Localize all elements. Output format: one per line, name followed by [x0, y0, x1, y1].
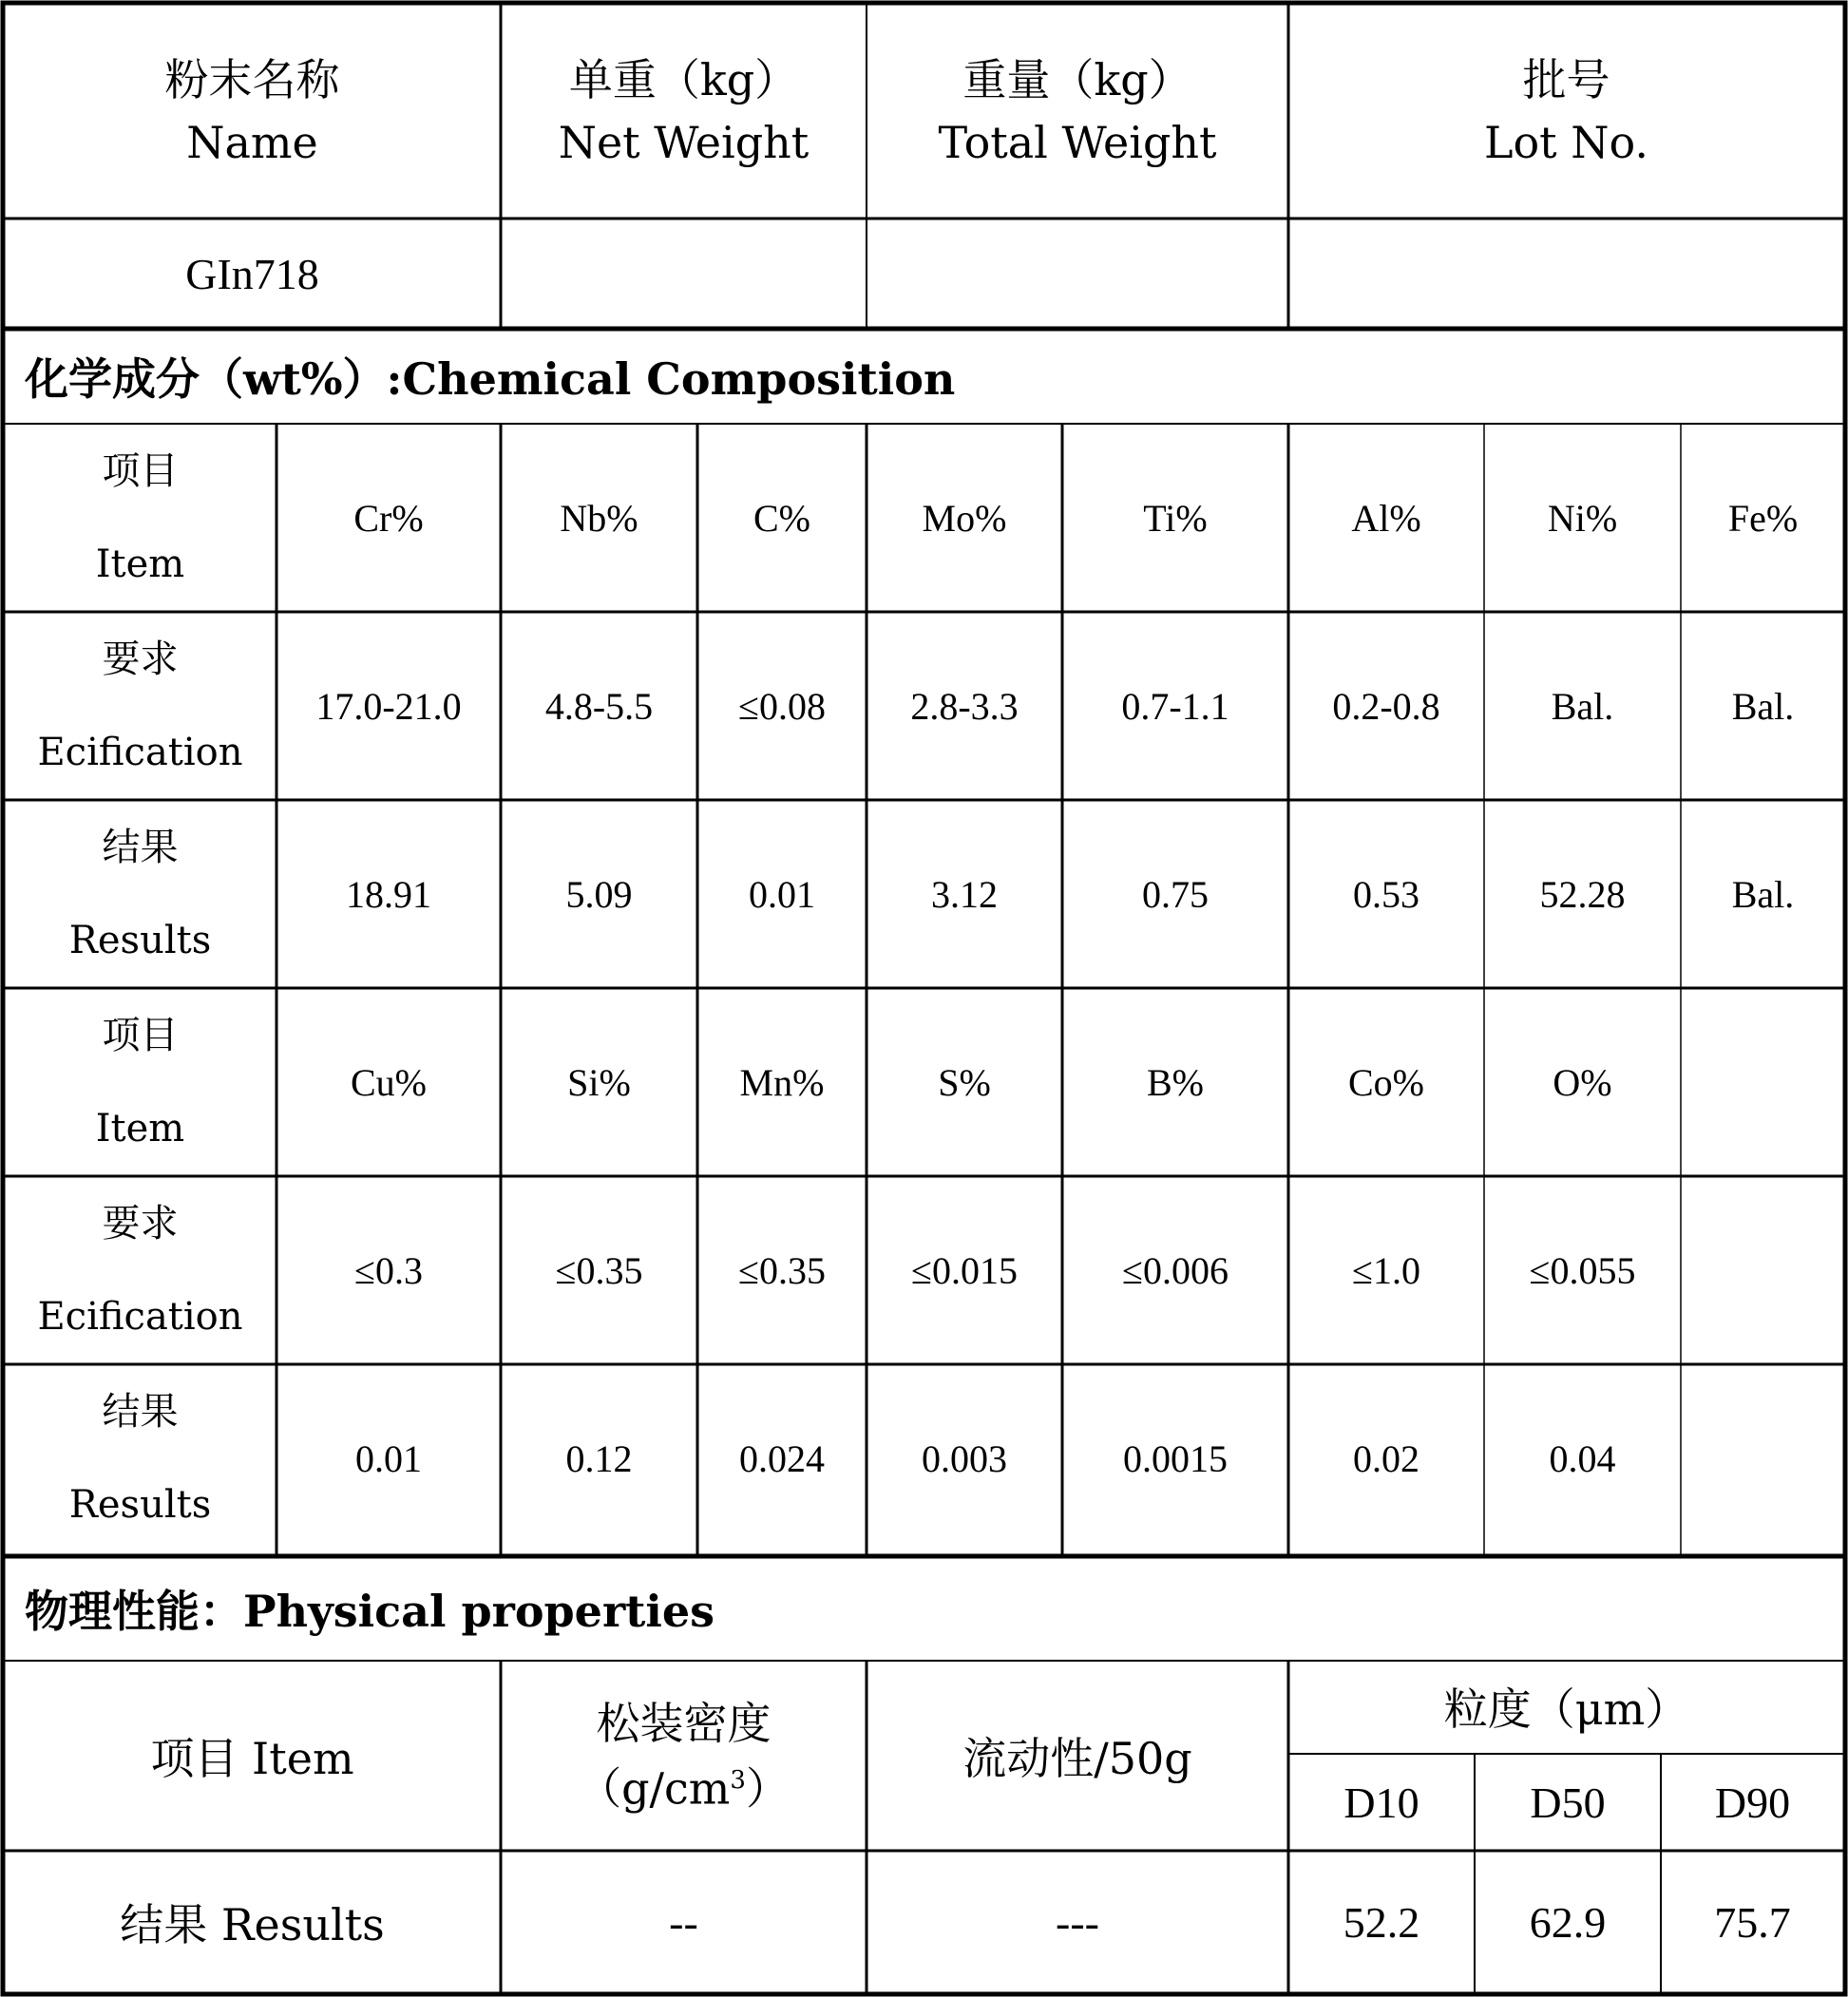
flow-header: 流动性/50g	[962, 1733, 1192, 1784]
physical-results-label: 结果 Results	[120, 1899, 385, 1950]
chem-item-label-cn: 项目	[102, 1014, 179, 1057]
chem-result-cell: 0.04	[1549, 1436, 1616, 1480]
chem-item-cell: Ti%	[1143, 496, 1208, 540]
chem-requirement-cell: ≤0.055	[1529, 1248, 1636, 1292]
density-value: --	[669, 1897, 698, 1947]
chem-item-label-en: Item	[95, 1107, 185, 1151]
chem-result-label-cn: 结果	[102, 1390, 179, 1434]
chem-item-cell: C%	[753, 496, 810, 540]
chem-requirement-cell: ≤0.08	[738, 684, 826, 728]
chem-requirement-cell: ≤0.3	[354, 1248, 423, 1292]
chem-result-cell: 0.01	[749, 872, 815, 916]
physical-item-label: 项目 Item	[150, 1733, 354, 1784]
chem-requirement-label-en: Ecification	[37, 731, 243, 774]
chem-requirement-cell: ≤0.006	[1122, 1248, 1229, 1292]
chem-requirement-cell: Bal.	[1551, 684, 1614, 728]
chem-requirement-cell: ≤0.015	[911, 1248, 1018, 1292]
physical-section-title: 物理性能：Physical properties	[25, 1586, 715, 1637]
chem-item-cell: Mo%	[922, 496, 1007, 540]
chem-result-cell: 0.02	[1353, 1436, 1419, 1480]
chem-requirement-cell: 0.7-1.1	[1121, 684, 1229, 728]
chem-requirement-cell: 4.8-5.5	[544, 684, 654, 728]
chem-requirement-label-en: Ecification	[37, 1295, 243, 1339]
chem-result-label-en: Results	[68, 919, 212, 962]
density-unit-exponent: 3	[730, 1765, 746, 1795]
chem-requirement-cell: 0.2-0.8	[1332, 684, 1440, 728]
chem-result-cell: 3.12	[931, 872, 998, 916]
chemical-section-title: 化学成分（wt%）:Chemical Composition	[25, 353, 956, 405]
d10-value: 52.2	[1343, 1897, 1420, 1947]
product-name: GIn718	[185, 249, 319, 298]
chem-result-label-en: Results	[68, 1483, 212, 1527]
density-header-cn: 松装密度	[596, 1697, 772, 1749]
chem-item-cell: Co%	[1348, 1060, 1424, 1104]
density-unit-text: （g/cm	[578, 1762, 731, 1815]
chem-item-cell: O%	[1553, 1060, 1612, 1104]
chem-result-cell: 0.003	[922, 1436, 1007, 1480]
d90-value: 75.7	[1714, 1897, 1791, 1947]
chem-item-cell: Si%	[567, 1060, 631, 1104]
chem-item-cell: Fe%	[1727, 496, 1799, 540]
chem-requirement-cell: ≤0.35	[555, 1248, 643, 1292]
chem-requirement-cell: 17.0-21.0	[315, 684, 462, 728]
chem-requirement-label-cn: 要求	[102, 1202, 179, 1246]
chem-item-cell: S%	[938, 1060, 991, 1104]
chem-item-cell: B%	[1147, 1060, 1204, 1104]
chem-result-cell: 0.0015	[1123, 1436, 1228, 1480]
particle-size-header: 粒度（μm）	[1443, 1683, 1689, 1735]
chem-result-cell: 0.12	[565, 1436, 633, 1480]
net-weight-header-cn: 单重（kg）	[568, 54, 799, 105]
d10-header: D10	[1343, 1778, 1419, 1827]
chem-result-cell: 18.91	[346, 872, 431, 916]
d90-header: D90	[1714, 1778, 1791, 1827]
chem-requirement-cell: ≤0.35	[738, 1248, 826, 1292]
d50-header: D50	[1530, 1778, 1606, 1827]
chem-result-cell: 0.01	[355, 1436, 422, 1480]
lot-header-cn: 批号	[1522, 54, 1610, 105]
chem-result-cell: 0.53	[1353, 872, 1419, 916]
density-unit-close: ）	[745, 1762, 790, 1815]
chem-requirement-cell: 2.8-3.3	[910, 684, 1019, 728]
chem-result-cell: 52.28	[1539, 872, 1626, 916]
lot-header-en: Lot No.	[1483, 117, 1649, 168]
chem-item-cell: Mn%	[739, 1060, 825, 1104]
chem-requirement-label-cn: 要求	[102, 637, 179, 681]
chem-item-label-en: Item	[95, 542, 185, 586]
chem-item-cell: Cr%	[353, 496, 424, 540]
name-header-cn: 粉末名称	[164, 54, 340, 105]
chem-result-cell: 0.024	[739, 1436, 825, 1480]
d50-value: 62.9	[1529, 1897, 1607, 1947]
chem-item-label-cn: 项目	[102, 449, 179, 493]
chem-item-cell: Al%	[1351, 496, 1421, 540]
chem-item-cell: Nb%	[560, 496, 638, 540]
chem-item-cell: Cu%	[351, 1060, 427, 1104]
chem-item-cell: Ni%	[1547, 496, 1618, 540]
total-weight-header-en: Total Weight	[938, 117, 1217, 168]
chem-requirement-cell: Bal.	[1731, 684, 1795, 728]
chem-requirement-cell: ≤1.0	[1352, 1248, 1420, 1292]
chem-result-cell: Bal.	[1731, 872, 1795, 916]
name-header-en: Name	[186, 117, 318, 168]
flow-value: ---	[1056, 1897, 1099, 1947]
chem-result-label-cn: 结果	[102, 826, 179, 869]
total-weight-header-cn: 重量（kg）	[962, 54, 1192, 105]
net-weight-header-en: Net Weight	[558, 117, 810, 168]
chem-result-cell: 5.09	[565, 872, 633, 916]
chem-result-cell: 0.75	[1142, 872, 1209, 916]
